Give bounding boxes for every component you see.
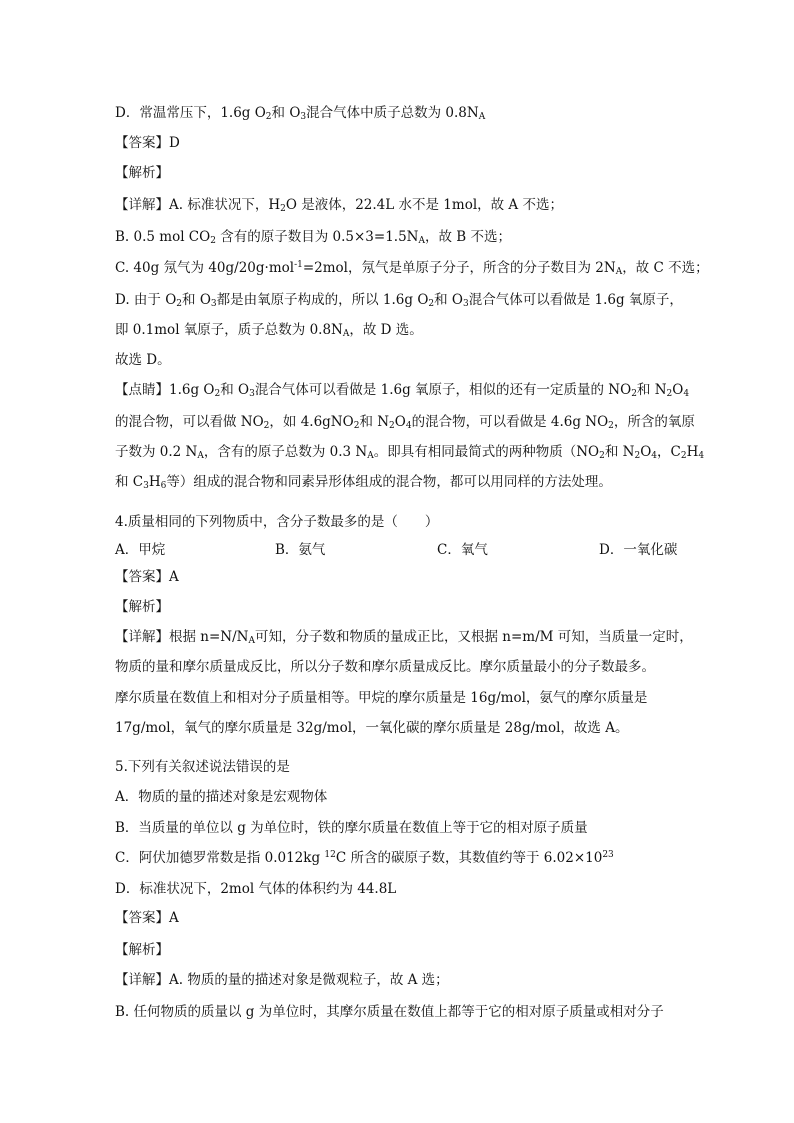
option-a: A．甲烷 <box>115 542 166 558</box>
text-line-d4a: 【详解】根据 $n=N/N_A$可知，分子数和物质的量成正比，又根据 n=m/M 可知，当质量一定时， <box>115 629 693 646</box>
text-line-d3a: 【详解】A. 标准状况下，$H_2O$ 是液体，22.4L 水不是 1mol，故 A 不选； <box>115 197 563 214</box>
text-line-d4d: 17g/mol，氧气的摩尔质量是 32g/mol，一氧化碳的摩尔质量是 28g/mol，故选 A。 <box>115 720 629 736</box>
text-line-p3d: 和 $C_3H_6$等）组成的混合物和同素异形体组成的混合物，都可以用同样的方法处理。 <box>115 474 612 491</box>
text-line-q5b: B．当质量的单位以 g 为单位时，铁的摩尔质量在数值上等于它的相对原子质量 <box>115 820 588 836</box>
text-line-p3b: 的混合物，可以看做 $NO_2$，如 4.6gNO$_2$和 $N_2O_4$的混合物，可以看做是 4.6g $NO_2$，所含的氧原 <box>115 414 695 431</box>
text-line-d3e: 即 0.1mol 氧原子，质子总数为 $0.8N_A$，故 D 选。 <box>115 322 423 339</box>
text-line-d3f: 故选 D。 <box>115 352 171 368</box>
text-line-d4c: 摩尔质量在数值上和相对分子质量相等。甲烷的摩尔质量是 16g/mol，氨气的摩尔质量是 <box>115 690 648 706</box>
text-line-q3d: D．常温常压下，1.6g $O_2$和 $O_3$混合气体中质子总数为 $0.8N_A$ <box>115 105 486 122</box>
option-b: B．氨气 <box>275 542 326 558</box>
text-line-q5c: C．阿伏加德罗常数是指 0.012kg $^{12}$C 所含的碳原子数，其数值约等于 $6.02\times 10^{23}$ <box>115 850 614 866</box>
text-line-ana4: 【解析】 <box>115 599 169 615</box>
text-line-ana3: 【解析】 <box>115 165 169 181</box>
text-line-q5d: D．标准状况下，2mol 气体的体积约为 44.8L <box>115 881 397 897</box>
text-line-ana5: 【解析】 <box>115 942 169 958</box>
text-line-q4: 4.质量相同的下列物质中，含分子数最多的是（ ） <box>115 514 439 530</box>
text-line-ans3: 【答案】D <box>115 135 180 151</box>
text-line-ans4: 【答案】A <box>115 569 179 585</box>
text-line-p3a: 【点睛】1.6g $O_2$和 $O_3$混合气体可以看做是 1.6g 氧原子，相似的还有一定质量的 $NO_2$和 $N_2O_4$ <box>115 382 690 399</box>
text-line-ans5: 【答案】A <box>115 910 179 926</box>
text-line-q5a: A．物质的量的描述对象是宏观物体 <box>115 789 328 805</box>
text-line-d5b: B. 任何物质的质量以 g 为单位时，其摩尔质量在数值上都等于它的相对原子质量或相对分子 <box>115 1004 664 1020</box>
text-line-d3c: C. 40g 氖气为 40g/20g·mol$^{-1}$=2mol，氖气是单原子分子，所含的分子数目为 $2N_A$，故 C 不选； <box>115 260 709 277</box>
text-line-d5a: 【详解】A. 物质的量的描述对象是微观粒子，故 A 选； <box>115 972 449 988</box>
text-line-d3d: D. 由于 $O_2$和 $O_3$都是由氧原子构成的，所以 1.6g $O_2$和 $O_3$混合气体可以看做是 1.6g 氧原子， <box>115 292 683 309</box>
option-d: D．一氧化碳 <box>599 542 678 558</box>
option-c: C．氧气 <box>437 542 488 558</box>
text-line-p3c: 子数为 0.2 $N_A$，含有的原子总数为 0.3 $N_A$。即具有相同最简式的两种物质（$NO_2$和 $N_2O_4$，$C_2H_4$ <box>115 444 705 461</box>
text-line-d4b: 物质的量和摩尔质量成反比，所以分子数和摩尔质量成反比。摩尔质量最小的分子数最多。 <box>115 659 655 675</box>
text-line-q5: 5.下列有关叙述说法错误的是 <box>115 759 290 775</box>
text-line-d3b: B. 0.5 mol $CO_2$ 含有的原子数目为 $0.5\times 3=1.5N_A$，故 B 不选； <box>115 229 511 246</box>
